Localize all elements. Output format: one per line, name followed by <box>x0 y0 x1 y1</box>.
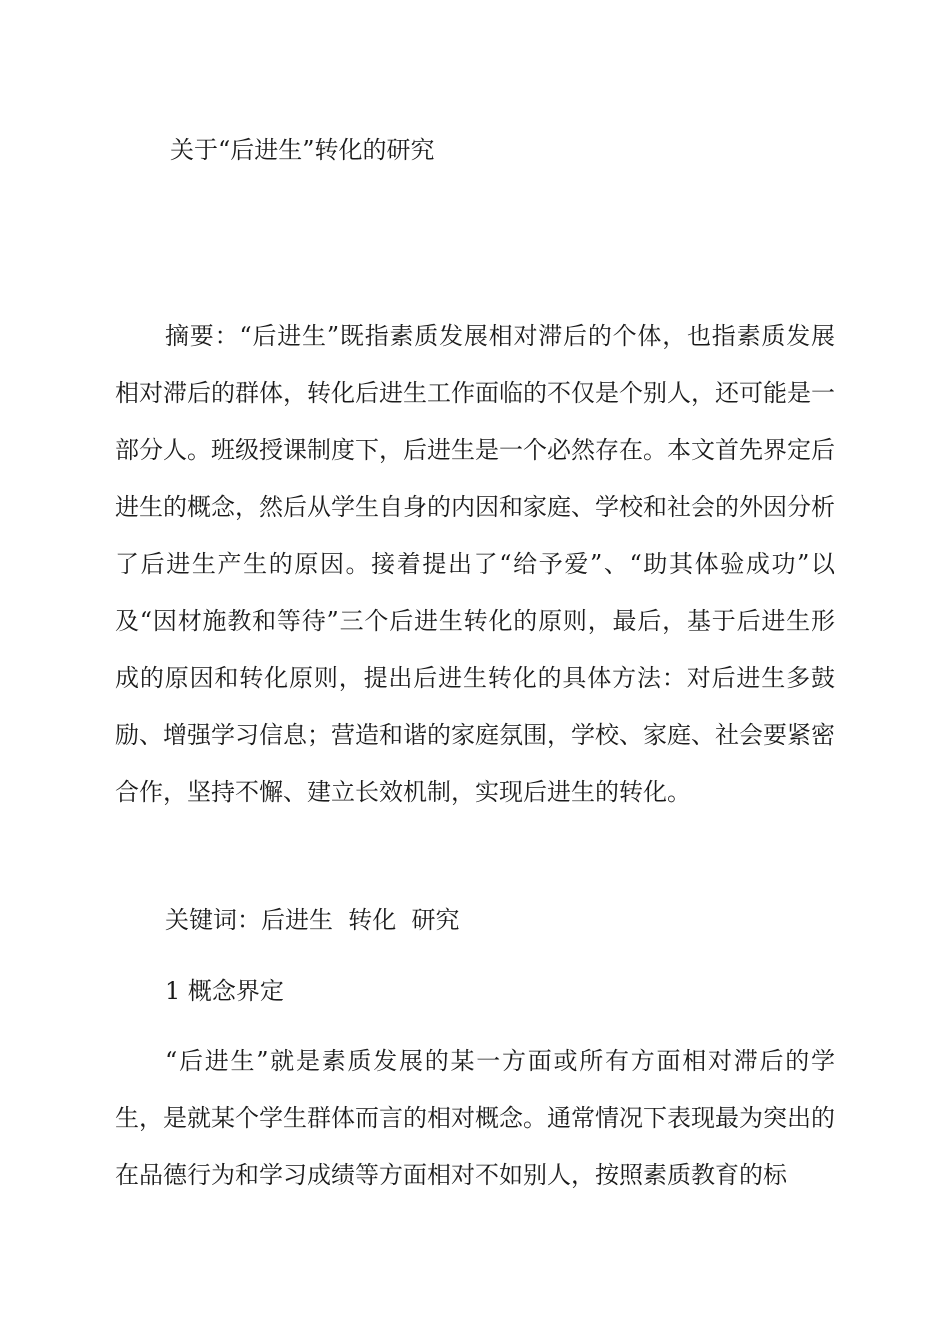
document-title: 关于“后进生”转化的研究 <box>170 136 435 164</box>
section-heading: 1 概念界定 <box>165 977 284 1005</box>
abstract-paragraph: 摘要：“后进生”既指素质发展相对滞后的个体，也指素质发展相对滞后的群体，转化后进生工作面临的不仅是个别人，还可能是一部分人。班级授课制度下，后进生是一个必然存在。本文首先界定后进生的概念，然后从学生自身的内因和家庭、学校和社会的外因分析了后进生产生的原因。接着提出了“给予爱”、“助其体验成功”以及“因材施教和等待”三个后进生转化的原则，最后，基于后进生形成的原因和转化原则，提出后进生转化的具体方法：对后进生多鼓励、增强学习信息；营造和谐的家庭氛围，学校、家庭、社会要紧密合作，坚持不懈、建立长效机制，实现后进生的转化。 <box>115 322 835 806</box>
keywords-line: 关键词：后进生 转化 研究 <box>165 906 460 934</box>
section-body-paragraph: “后进生”就是素质发展的某一方面或所有方面相对滞后的学生，是就某个学生群体而言的相对概念。通常情况下表现最为突出的在品德行为和学习成绩等方面相对不如别人，按照素质教育的标 <box>115 1047 835 1189</box>
